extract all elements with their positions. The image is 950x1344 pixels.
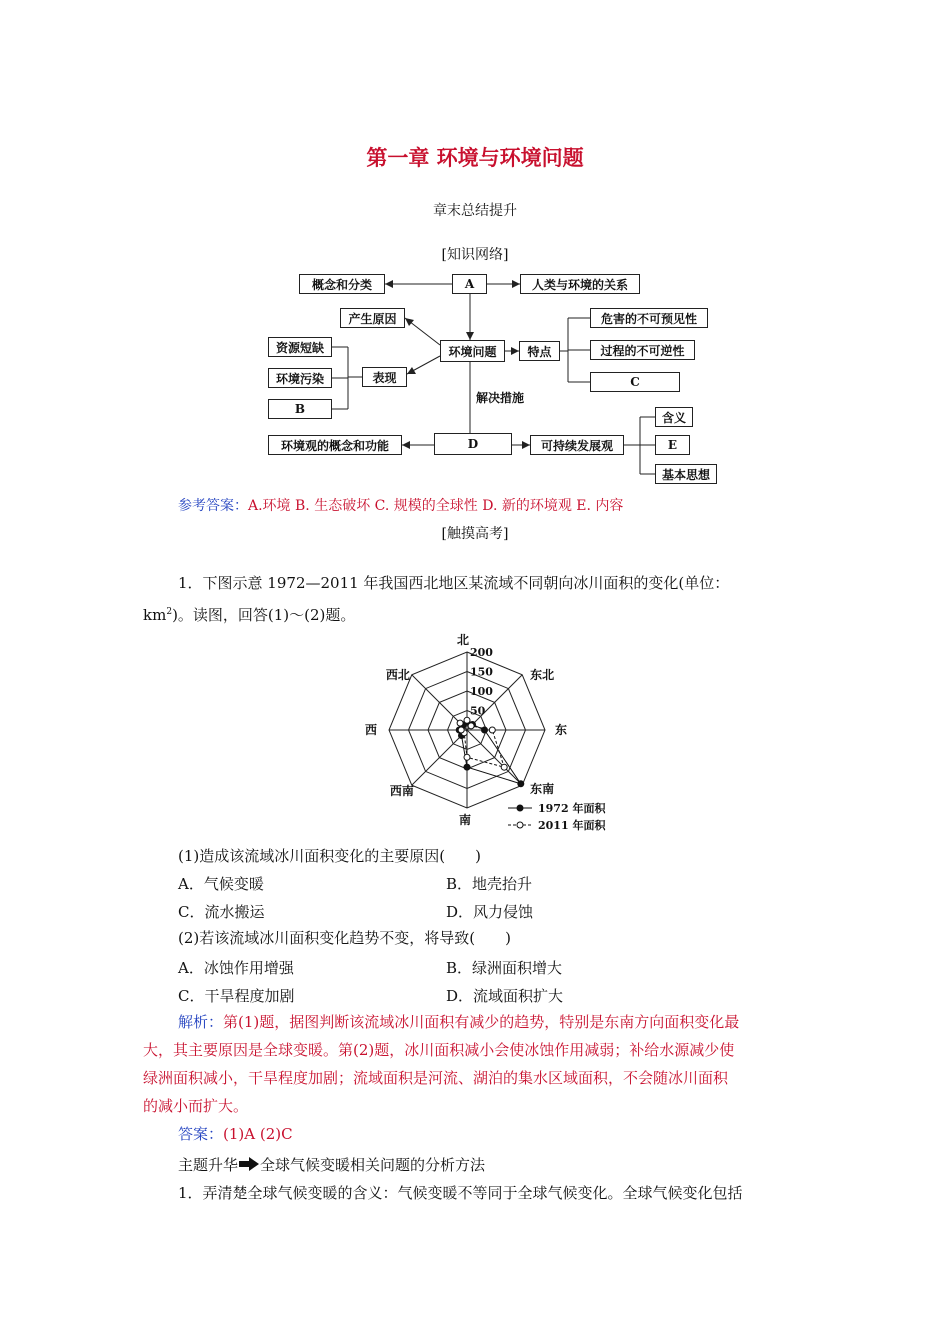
series-2011-point bbox=[458, 727, 464, 733]
box-shortage: 资源短缺 bbox=[268, 337, 332, 357]
box-relation: 人类与环境的关系 bbox=[520, 274, 640, 294]
label-measure: 解决措施 bbox=[476, 391, 525, 405]
answer-key: 答案： bbox=[178, 1125, 224, 1143]
analysis-text-1: 第(1)题，据图判断该流域冰川面积有减少的趋势，特别是东南方向面积变化最 bbox=[223, 1013, 740, 1031]
series-2011-point bbox=[464, 754, 470, 760]
series-1972-point bbox=[518, 781, 524, 787]
diagram-connectors bbox=[0, 0, 950, 500]
q2-opt-b: B．绿洲面积增大 bbox=[446, 959, 563, 977]
page-subtitle: 章末总结提升 bbox=[433, 203, 517, 219]
box-meaning: 含义 bbox=[655, 407, 693, 427]
answer-text: (1)A (2)C bbox=[223, 1125, 293, 1143]
q1-stem: (1)造成该流域冰川面积变化的主要原因( ) bbox=[178, 847, 481, 865]
q1-opt-c: C．流水搬运 bbox=[178, 903, 265, 921]
radar-direction-label: 西 bbox=[365, 723, 378, 737]
radar-ring-label: 150 bbox=[470, 665, 493, 679]
radar-direction-label: 北 bbox=[457, 633, 470, 647]
radar-direction-label: 东北 bbox=[530, 667, 555, 682]
box-sustainable: 可持续发展观 bbox=[530, 435, 624, 455]
page-title: 第一章 环境与环境问题 bbox=[366, 145, 584, 170]
q2-opt-c: C．干旱程度加剧 bbox=[178, 987, 295, 1005]
reference-text: A.环境 B. 生态破坏 C. 规模的全球性 D. 新的环境观 E. 内容 bbox=[248, 498, 624, 514]
radar-direction-label: 西南 bbox=[389, 784, 414, 799]
box-e: E bbox=[655, 435, 690, 455]
radar-direction-label: 南 bbox=[459, 813, 472, 827]
q2-opt-a: A．冰蚀作用增强 bbox=[178, 959, 294, 977]
q2-opt-d: D．流域面积扩大 bbox=[446, 987, 564, 1005]
analysis-line-4: 的减小而扩大。 bbox=[143, 1097, 249, 1115]
radar-direction-label: 东 bbox=[555, 723, 568, 737]
box-view-concept: 环境观的概念和功能 bbox=[268, 435, 402, 455]
q-unit: km bbox=[143, 606, 167, 624]
legend-marker bbox=[517, 822, 523, 828]
series-1972-point bbox=[464, 764, 470, 770]
series-2011-point bbox=[501, 764, 507, 770]
reference-answer bbox=[178, 495, 623, 515]
question-line-2 bbox=[143, 598, 355, 629]
q1-opt-a: A．气候变暖 bbox=[178, 875, 264, 893]
box-basic: 基本思想 bbox=[655, 464, 717, 484]
radar-direction-label: 东南 bbox=[530, 782, 555, 797]
box-b: B bbox=[268, 399, 332, 419]
radar-ring-label: 50 bbox=[470, 704, 486, 718]
legend-label: 2011 年面积 bbox=[538, 819, 606, 832]
q1-opt-d: D．风力侵蚀 bbox=[446, 903, 534, 921]
radar-ring-label: 100 bbox=[470, 685, 493, 698]
answer-line bbox=[178, 1120, 293, 1148]
series-1972-point bbox=[482, 727, 488, 733]
q2-stem: (2)若该流域冰川面积变化趋势不变，将导致( ) bbox=[178, 929, 511, 947]
legend-label: 1972 年面积 bbox=[538, 802, 606, 815]
analysis-line-1 bbox=[178, 1008, 739, 1036]
analysis-line-2: 大，其主要原因是全球变暖。第(2)题，冰川面积减小会使冰蚀作用减弱；补给水源减少使 bbox=[143, 1041, 735, 1059]
box-feature-2: 过程的不可逆性 bbox=[590, 340, 695, 360]
series-2011-point bbox=[489, 727, 495, 733]
box-c: C bbox=[590, 372, 680, 392]
analysis-line-3: 绿洲面积减小，干旱程度加剧；流域面积是河流、湖泊的集水区域面积，不会随冰川面积 bbox=[143, 1069, 729, 1087]
arrow-right-icon bbox=[238, 1156, 260, 1172]
question-line-1: 1．下图示意 1972—2011 年我国西北地区某流域不同朝向冰川面积的变化(单位： bbox=[178, 574, 730, 592]
series-2011-point bbox=[464, 717, 470, 723]
q-line2-rest: )。读图，回答(1)～(2)题。 bbox=[172, 606, 356, 624]
box-feature-1: 危害的不可预见性 bbox=[590, 308, 708, 328]
topic-line bbox=[178, 1151, 485, 1179]
legend-marker bbox=[517, 805, 523, 811]
box-feature: 特点 bbox=[519, 341, 560, 361]
glacier-radar-chart bbox=[360, 632, 620, 837]
topic-pre: 主题升华 bbox=[178, 1156, 239, 1174]
series-2011-point bbox=[468, 723, 474, 729]
series-2011-point bbox=[457, 720, 463, 726]
last-line: 1．弄清楚全球气候变暖的含义：气候变暖不等同于全球气候变化。全球气候变化包括 bbox=[178, 1184, 743, 1202]
section-knowledge: [知识网络] bbox=[441, 247, 509, 263]
radar-direction-label: 西北 bbox=[385, 667, 410, 682]
section-exam: [触摸高考] bbox=[441, 526, 509, 542]
box-cause: 产生原因 bbox=[340, 308, 405, 328]
box-env-problem: 环境问题 bbox=[440, 340, 505, 362]
analysis-key: 解析： bbox=[178, 1013, 224, 1031]
radar-ring-label: 200 bbox=[470, 646, 493, 659]
topic-text: 全球气候变暖相关问题的分析方法 bbox=[260, 1156, 486, 1174]
box-concept: 概念和分类 bbox=[299, 274, 385, 294]
q-unit-sup: 2 bbox=[166, 607, 173, 617]
box-d: D bbox=[434, 433, 512, 455]
box-a: A bbox=[452, 274, 487, 294]
box-pollution: 环境污染 bbox=[268, 368, 332, 388]
box-manifest: 表现 bbox=[362, 367, 407, 387]
reference-key: 参考答案： bbox=[178, 498, 248, 514]
q1-opt-b: B．地壳抬升 bbox=[446, 875, 533, 893]
